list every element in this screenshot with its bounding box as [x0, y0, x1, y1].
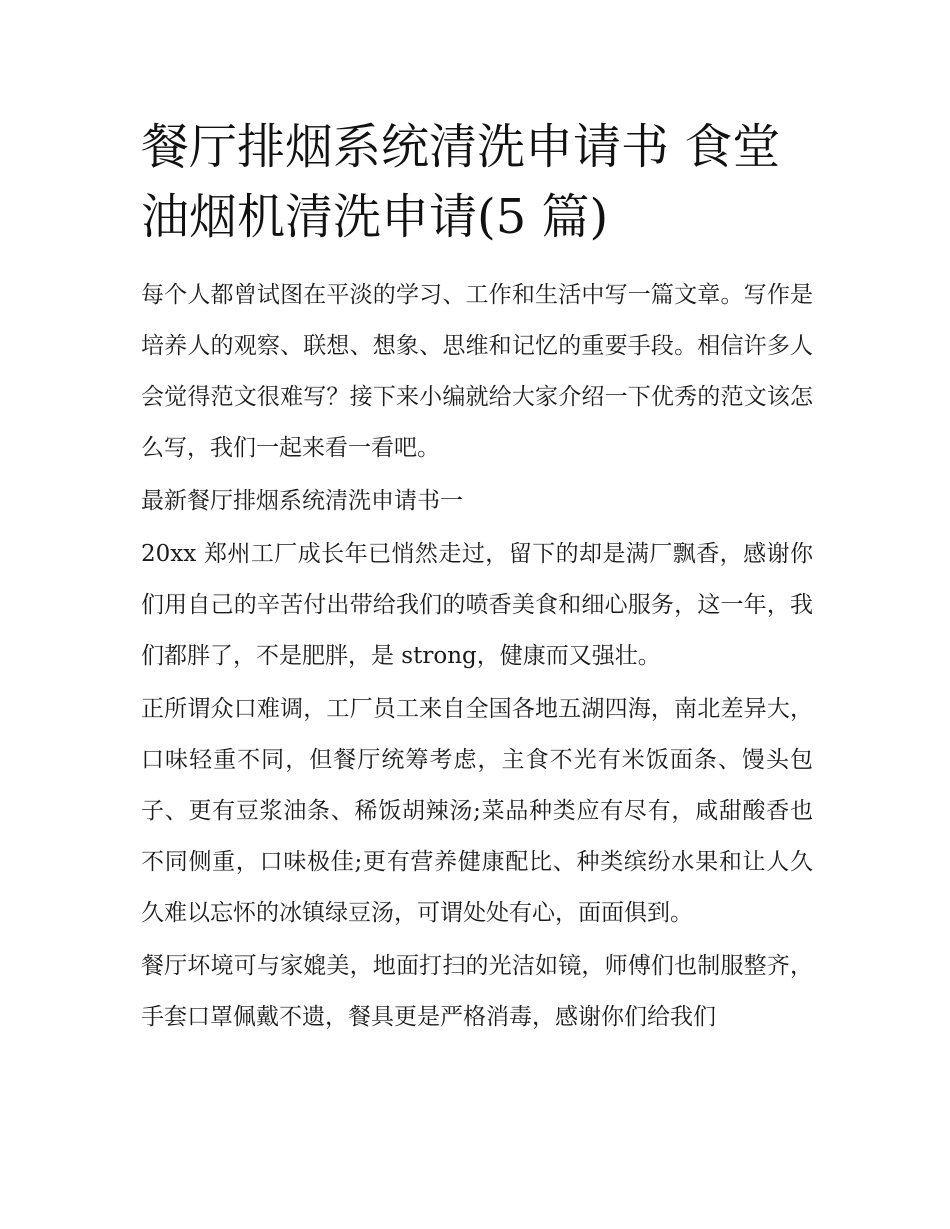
- body-paragraph-2: 正所谓众口难调，工厂员工来自全国各地五湖四海，南北差异大，口味轻重不同，但餐厅统筹考虑，主食不光有米饭面条、馒头包子、更有豆浆油条、稀饭胡辣汤;菜品种类应有尽有，咸甜酸香也不同侧重，口味极佳;更有营养健康配比、种类缤纷水果和让人久久难以忘怀的冰镇绿豆汤，可谓处处有心，面面俱到。: [141, 696, 813, 926]
- body-paragraph-1: 20xx 郑州工厂成长年已悄然走过，留下的却是满厂飘香，感谢你们用自己的辛苦付出带给我们的喷香美食和细心服务，这一年，我们都胖了，不是肥胖，是 strong，健康而又强壮。: [141, 541, 813, 669]
- document-title: 餐厅排烟系统清洗申请书 食堂油烟机清洗申请(5 篇): [141, 119, 781, 245]
- document-page: [141, 112, 813, 1045]
- body-paragraph-3: 餐厅坏境可与家媲美，地面打扫的光洁如镜，师傅们也制服整齐，手套口罩佩戴不遗，餐具更是严格消毒，感谢你们给我们: [141, 953, 813, 1030]
- section-heading: 最新餐厅排烟系统清洗申请书一: [141, 488, 463, 514]
- intro-paragraph: 每个人都曾试图在平淡的学习、工作和生活中写一篇文章。写作是培养人的观察、联想、想象、思维和记忆的重要手段。相信许多人会觉得范文很难写？接下来小编就给大家介绍一下优秀的范文该怎么写，我们一起来看一看吧。: [141, 282, 813, 461]
